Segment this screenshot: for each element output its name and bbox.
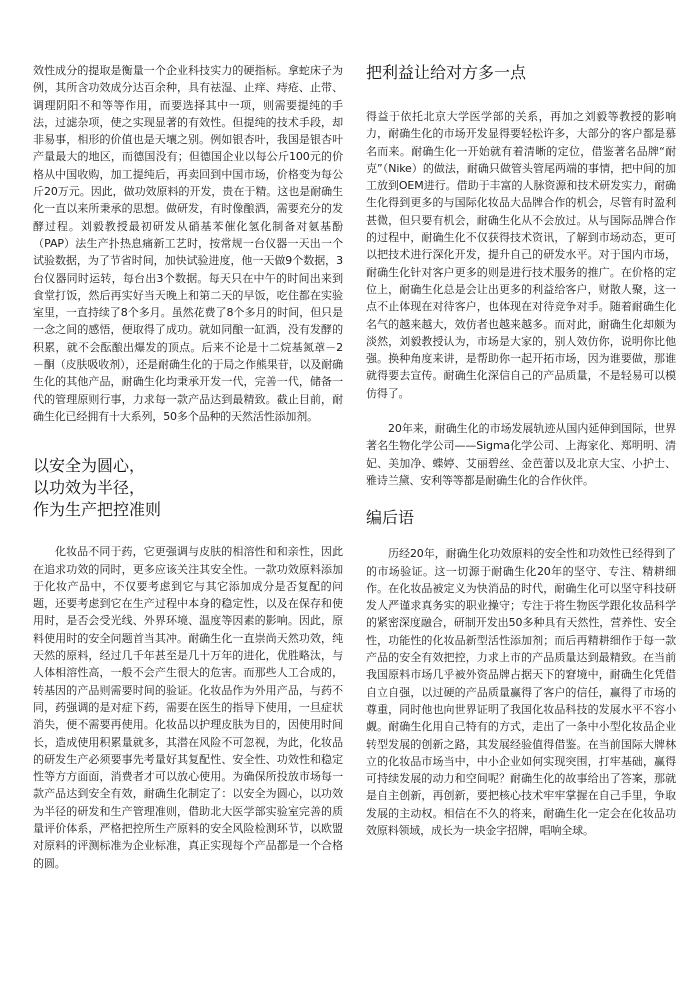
- left-column: [33, 62, 343, 872]
- section-heading-afterword: 编后语: [366, 508, 415, 528]
- heading-line: 以安全为圆心，: [33, 456, 146, 476]
- paragraph-market: 得益于依托北京大学医学部的关系，再加之刘毅等教授的影响力，耐确生化的市场开发显得要轻松许多，大部分的客户都是慕名而来。耐确生化一开始就有着清晰的定位，借鉴著名品牌“耐克”（Nike）的做法，耐确只做管头管尾两端的事情，把中间的加工放到OEM进行。借助于丰富的人脉资源和技术研发实力，耐确生化得到更多的与国际化妆品大品牌合作的机会，尽管有时盈利甚微，但只要有机会，耐确生化从不会放过。从与国际品牌合作的过程中，耐确生化不仅获得技术资讯，了解到市场动态，更可以把技术进行深化开发，提升自己的研发水平。对于国内市场，耐确生化针对客户更多的则是进行技术服务的推广。在价格的定位上，耐确生化总是会让出更多的利益给客户，财散人聚，这一点不止体现在对待客户，也体现在对待竞争对手。随着耐确生化名气的越来越大，效仿者也越来越多。而对此，耐确生化却颇为淡然，刘毅教授认为，市场是大家的，别人效仿你，说明你比他强。换种角度来讲，是帮助你一起开拓市场，因为谁要做，那谁就得要去宣传。耐确生化深信自己的产品质量，不是轻易可以模仿得了。: [366, 110, 676, 400]
- section-heading-profit: 把利益让给对方多一点: [366, 63, 527, 82]
- paragraph-research: 效性成分的提取是衡量一个企业科技实力的硬指标。拿蛇床子为例，其所含功效成分达百余种，具有祛湿、止痒、痔疮、止带、调理阴阳不和等等作用，而要选择其中一项，则需要提纯的手法，过滤杂项，使之实现显著的有效性。但提纯的技术手段，却非易事，相形的价值也是天壤之别。例如银杏叶，我国是银杏叶产量最大的地区，而德国没有；但德国企业以每公斤100元的价格从中国收购，加工提纯后，再卖回到中国市场，价格变为每公斤20万元。因此，做功效原料的开发，贵在于精。这也是耐确生化一直以来所秉承的思想。做研发，有时像酿酒，需要充分的发酵过程。刘毅教授最初研发从硝基苯催化氢化制备对氨基酚（PAP）法生产扑热息痛新工艺时，按常规一台仪器一天出一个试验数据，为了节省时间，加快试验进度，他一天做9个数据，3台仪器同时运转，每台出3个数据。每天只在中午的时间出来到食堂打饭，然后再实好当天晚上和第二天的早饭，吃住都在实验室里，一直持续了8个多月。虽然花费了8个多月的时间，但只是一念之间的感悟，便取得了成功。就如同酿一缸酒，没有发酵的积累，就不会酝酿出爆发的顶点。后来不论是十二烷基氮䓬－2－酮（皮肤吸收剂），还是耐确生化的于局之作熊果苷，以及耐确生化的其他产品，耐确生化均秉承开发一代，完善一代，储备一代的管理原则行事，力求每一款产品达到最精致。截止目前，耐确生化已经拥有十大系列，50多个品种的天然活性添加剂。: [33, 64, 343, 423]
- right-column: [366, 62, 676, 839]
- paragraph-partners: 20年来，耐确生化的市场发展轨迹从国内延伸到国际，世界著名生物化学公司——Sigma化学公司、上海家化、郑明明、清妃、美加净、蝶婷、艾丽碧丝、金芭蕾以及北京大宝、小护士、雅诗兰黛、安利等等都是耐确生化的合作伙伴。: [366, 422, 676, 487]
- heading-line: 以功效为半径，: [33, 478, 146, 498]
- paragraph-safety: 化妆品不同于药，它更强调与皮肤的相溶性和和亲性，因此在追求功效的同时，更多应该关注其安全性。一款功效原料添加于化妆产品中，不仅要考虑到它与其它添加成分是否复配的问题，还要考虑到它在生产过程中本身的稳定性，以及在保存和使用时，是否会受光线、外界环境、温度等因素的影响。因此，原料使用时的安全问题首当其冲。耐确生化一直崇尚天然功效，纯天然的原料，经过几千年甚至是几十万年的进化，优胜略汰，与人体相溶性高，一般不会产生很大的危害。而那些人工合成的，转基因的产品则需要时间的验证。化妆品作为外用产品，与药不同，药强调的是对症下药，需要在医生的指导下使用，一旦症状消失，便不需要再使用。化妆品以护理皮肤为目的，因使用时间长，造成使用积累量就多，其潜在风险不可忽视，为此，化妆品的研发生产必须要事先考量好其复配性、安全性、功效性和稳定性等方方面面，消费者才可以放心使用。为确保所投放市场每一款产品达到安全有效，耐确生化制定了：以安全为圆心，以功效为半径的研发和生产管理准则，借助北大医学部实验室完善的质量评价体系，严格把控所生产原料的安全风险检测环节，以欧盟对原料的评测标准为企业标准，真正实现每个产品都是一个合格的圆。: [33, 545, 343, 870]
- heading-line: 作为生产把控准则: [33, 500, 162, 520]
- paragraph-afterword: 历经20年，耐确生化功效原料的安全性和功效性已经得到了的市场验证。这一切源于耐确生化20年的坚守、专注、精耕细作。在化妆品被定义为快消品的时代，耐确生化可以坚守科技研发人严谨求真务实的职业操守；专注于将生物医学跟化妆品科学的紧密深度融合，研制开发出50多种具有天然性，营养性、安全性，功能性的化妆品新型活性添加剂；而后再精耕细作于每一款产品的安全有效把控，力求上市的产品质量达到最精致。在当前我国原料市场几乎被外资品牌占据天下的窘境中，耐确生化凭借自立自强，以过硬的产品质量赢得了客户的信任，赢得了市场的尊重，同时他也向世界证明了我国化妆品科技的发展水平不容小觑。耐确生化用自己特有的方式，走出了一条中小型化妆品企业转型发展的创新之路，其发展经验值得借鉴。在当前国际大牌林立的化妆品市场当中，中小企业如何实现突围，打牢基础，赢得可持续发展的动力和空间呢？耐确生化的故事给出了答案，那就是自主创新，再创新，要把核心技术牢牢掌握在自己手里，争取发展的主动权。相信在不久的将来，耐确生化一定会在化妆品功效原料领域，成长为一块金字招牌，唱响全球。: [366, 547, 676, 837]
- section-heading-safety: [33, 455, 343, 521]
